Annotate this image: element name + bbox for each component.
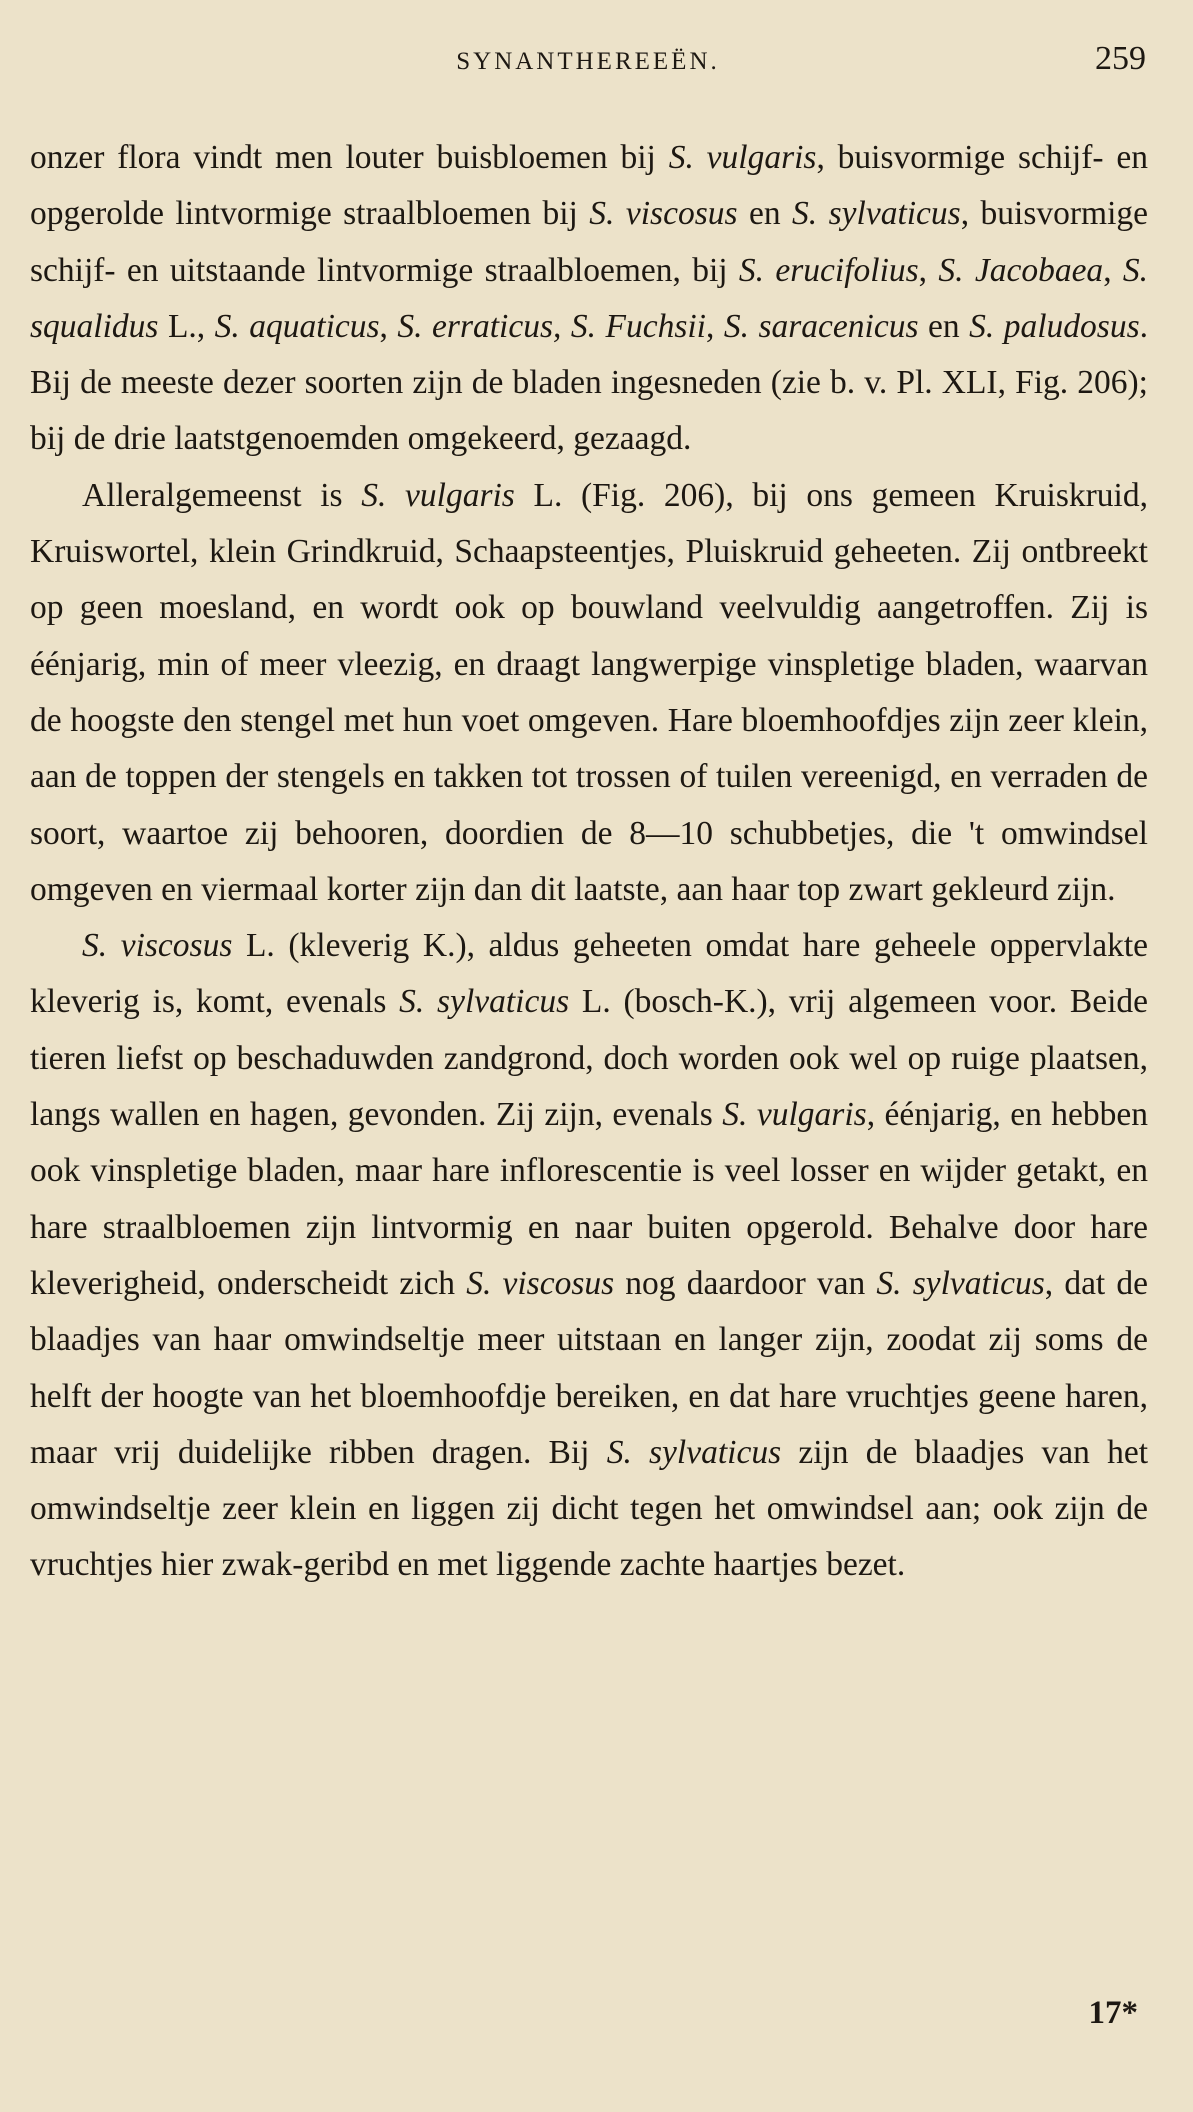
- page-number: 259: [1095, 40, 1146, 77]
- text-run: . Bij de meeste dezer soorten zijn de bladen ingesneden (zie b. v. Pl. XLI, Fig. 206); bij de drie laatstgenoemden omgekeerd, gezaagd.: [30, 307, 1148, 458]
- text-run: Alleralgemeenst is: [82, 476, 362, 514]
- text-run: en: [918, 307, 970, 345]
- italic-species-name: S. erucifolius: [738, 251, 919, 289]
- italic-species-name: S. vulgaris: [668, 139, 817, 176]
- italic-species-name: S. viscosus: [589, 195, 738, 233]
- text-run: L. (kleverig K.), aldus geheeten omdat hare geheele oppervlakte kleverig is, komt, evenals: [30, 927, 1149, 1021]
- text-run: , éénjarig, en hebben ook vinspletige bladen, maar hare inflorescentie is veel losser en wijder getakt, en hare straalbloemen zijn lintvormig en naar buiten opgerold. Behalve door hare kleverigheid, onderscheidt zich: [30, 1096, 1149, 1302]
- text-run: ,: [918, 251, 939, 289]
- italic-species-name: S. erraticus, S. Fuchsii: [397, 307, 706, 345]
- signature-mark: 17*: [1088, 1995, 1138, 2031]
- italic-species-name: S. saracenicus: [723, 307, 919, 345]
- text-run: , buisvormige schijf- en opgerolde lintvormige straalbloemen bij: [30, 139, 1149, 233]
- text-run: L. (bosch-K.), vrij algemeen voor. Beide tieren liefst op beschaduwden zandgrond, doch worden ook wel op ruige plaatsen, langs wallen en hagen, gevonden. Zij zijn, evenals: [30, 983, 1148, 1134]
- paragraph: [30, 918, 1148, 1594]
- text-run: nog daardoor van: [614, 1264, 877, 1302]
- text-run: zijn de blaadjes van het omwindseltje zeer klein en liggen zij dicht tegen het omwindsel aan; ook zijn de vruchtjes hier zwak-geribd en met liggende zachte haartjes bezet.: [30, 1433, 1149, 1584]
- text-run: L.,: [158, 307, 215, 345]
- italic-species-name: S. squalidus: [30, 251, 1149, 345]
- page-header: [30, 38, 1146, 88]
- text-run: ,: [1103, 251, 1123, 289]
- italic-species-name: S. sylvaticus: [876, 1264, 1045, 1302]
- paragraph: [30, 130, 1148, 468]
- paragraph: [30, 468, 1148, 918]
- text-run: , dat de blaadjes van haar omwindseltje meer uitstaan en langer zijn, zoodat zij soms de helft der hoogte van het bloemhoofdje bereiken, en dat hare vruchtjes geene haren, maar vrij duidelijke ribben dragen. Bij: [30, 1264, 1149, 1471]
- italic-species-name: S. viscosus: [466, 1264, 615, 1302]
- italic-species-name: S. aquaticus: [214, 307, 380, 345]
- italic-species-name: S. sylvaticus: [606, 1433, 782, 1471]
- italic-species-name: S. viscosus: [82, 927, 233, 965]
- italic-species-name: S. paludosus: [969, 307, 1140, 345]
- text-run: ,: [379, 307, 398, 345]
- italic-species-name: S. Jacobaea: [938, 251, 1104, 289]
- text-run: , buisvormige schijf- en uitstaande lintvormige straalbloemen, bij: [30, 195, 1149, 289]
- text-run: onzer flora vindt men louter buisbloemen bij: [30, 139, 669, 176]
- text-run: ,: [705, 307, 724, 345]
- running-title: SYNANTHEREEËN.: [456, 48, 720, 75]
- italic-species-name: S. vulgaris: [722, 1096, 867, 1134]
- italic-species-name: S. sylvaticus: [792, 195, 961, 233]
- italic-species-name: S. vulgaris: [361, 476, 515, 514]
- italic-species-name: S. sylvaticus: [399, 983, 570, 1021]
- body-text: [30, 130, 1148, 1594]
- text-run: L. (Fig. 206), bij ons gemeen Kruiskruid, Kruiswortel, klein Grindkruid, Schaapsteentjes, Pluiskruid geheeten. Zij ontbreekt op geen moesland, en wordt ook op bouwland veelvuldig aangetroffen. Zij is éénjarig, min of meer vleezig, en draagt langwerpige vinspletige bladen, waarvan de hoogste den stengel met hun voet omgeven. Hare bloemhoofdjes zijn zeer klein, aan de toppen der stengels en takken tot trossen of tuilen vereenigd, en verraden de soort, waartoe zij behooren, doordien de 8—10 schubbetjes, die 't omwindsel omgeven en viermaal korter zijn dan dit laatste, aan haar top zwart gekleurd zijn.: [30, 476, 1148, 908]
- text-run: en: [737, 195, 793, 233]
